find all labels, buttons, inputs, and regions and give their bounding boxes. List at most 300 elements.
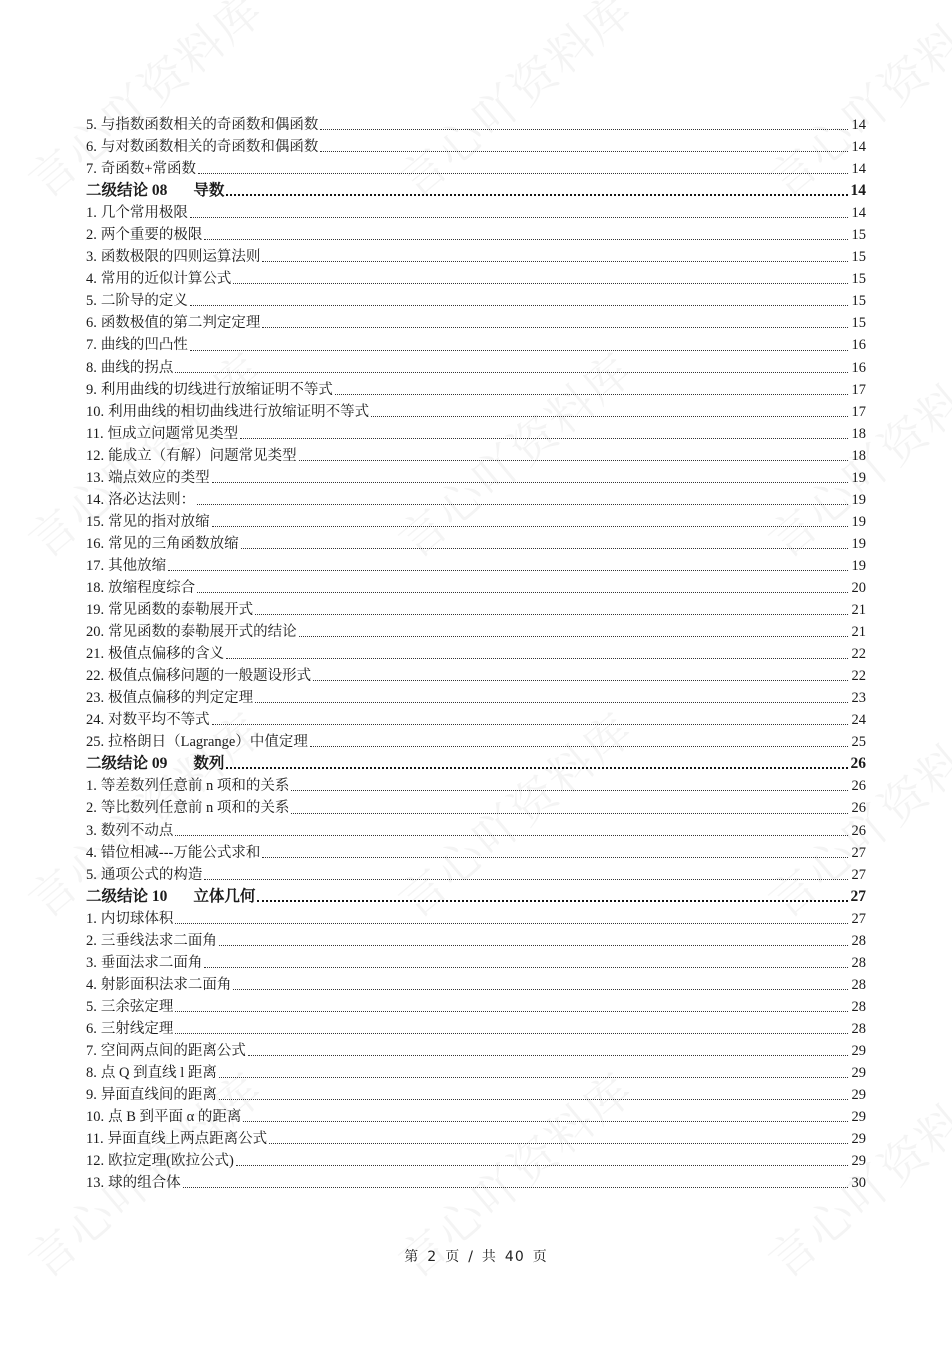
toc-entry-number: 17.	[86, 557, 105, 574]
toc-entry[interactable]	[86, 334, 866, 356]
dot-leader	[204, 238, 848, 240]
toc-entry[interactable]	[86, 268, 866, 290]
toc-entry-number: 3.	[86, 954, 97, 971]
toc-entry-page-number: 27	[851, 866, 866, 883]
toc-entry-label	[86, 1128, 267, 1150]
dot-leader	[212, 481, 848, 483]
toc-entry-number: 7.	[86, 161, 97, 178]
toc-entry-label	[86, 1040, 246, 1062]
table-of-contents	[86, 114, 866, 1194]
toc-entry-label	[86, 202, 188, 224]
toc-entry-page-number: 20	[851, 579, 866, 596]
toc-entry-page-number: 16	[851, 359, 866, 376]
toc-entry-title: 几个常用极限	[100, 205, 188, 222]
toc-entry-page-number: 26	[850, 755, 866, 773]
toc-entry-number: 6.	[86, 315, 97, 332]
toc-entry-title: 与指数函数相关的奇函数和偶函数	[100, 117, 319, 133]
toc-entry-label	[86, 996, 173, 1018]
toc-entry-page-number: 26	[851, 778, 866, 795]
toc-entry-page-number: 14	[851, 117, 866, 133]
toc-entry-page-number: 17	[851, 403, 866, 420]
toc-entry[interactable]	[86, 1062, 866, 1084]
footer-total-prefix: 共	[481, 1249, 497, 1265]
toc-entry[interactable]	[86, 423, 866, 445]
toc-entry-label	[86, 599, 253, 621]
toc-entry-number: 25.	[86, 734, 105, 751]
toc-entry-title: 常见的三角函数放缩	[108, 535, 239, 552]
toc-entry-page-number: 27	[851, 844, 866, 861]
toc-entry-title: 函数极值的第二判定定理	[100, 315, 261, 332]
toc-entry-page-number: 27	[851, 910, 866, 927]
toc-entry-number: 2.	[86, 932, 97, 949]
toc-entry-number: 二级结论 08	[86, 182, 168, 200]
toc-entry[interactable]	[86, 665, 866, 687]
toc-entry-title: 等比数列任意前 n 项和的关系	[100, 800, 290, 817]
toc-entry-label	[86, 555, 166, 577]
toc-entry-page-number: 28	[851, 998, 866, 1015]
dot-leader	[175, 922, 848, 924]
toc-entry-title: 恒成立问题常见类型	[107, 425, 239, 442]
toc-entry-title: 立体几何	[193, 887, 256, 905]
toc-entry-title: 三垂线法求二面角	[100, 932, 217, 949]
toc-entry-title: 曲线的凹凸性	[100, 337, 188, 354]
toc-entry-page-number: 29	[851, 1065, 866, 1082]
toc-entry[interactable]	[86, 357, 866, 379]
toc-entry-number: 1.	[86, 910, 97, 927]
toc-entry[interactable]	[86, 136, 866, 158]
toc-entry-title: 三余弦定理	[100, 998, 174, 1015]
toc-entry-title: 能成立（有解）问题常见类型	[108, 447, 297, 464]
toc-entry-label	[86, 224, 202, 246]
toc-entry[interactable]	[86, 467, 866, 489]
toc-entry-label	[86, 577, 195, 599]
toc-entry-page-number: 26	[851, 822, 866, 839]
dot-leader	[269, 1142, 848, 1144]
toc-entry[interactable]	[86, 599, 866, 621]
toc-entry[interactable]	[86, 864, 866, 886]
footer-suffix: 页	[532, 1249, 548, 1265]
toc-entry[interactable]	[86, 401, 866, 423]
toc-entry-title: 曲线的拐点	[100, 359, 174, 376]
toc-entry-number: 4.	[86, 976, 97, 993]
toc-entry-number: 3.	[86, 249, 97, 266]
toc-entry-number: 11.	[86, 425, 104, 442]
toc-entry-label	[86, 930, 217, 952]
page-footer	[0, 1246, 952, 1266]
toc-entry-number: 二级结论 09	[86, 755, 168, 773]
toc-entry-page-number: 14	[851, 139, 866, 156]
toc-entry[interactable]	[86, 555, 866, 577]
toc-entry-title: 其他放缩	[108, 557, 167, 574]
toc-entry-number: 9.	[86, 381, 97, 398]
toc-entry-label	[86, 709, 210, 731]
toc-entry-label	[86, 180, 224, 202]
toc-entry-page-number: 15	[851, 249, 866, 266]
dot-leader	[190, 304, 848, 306]
toc-entry-label	[86, 1172, 181, 1194]
dot-leader	[291, 789, 848, 791]
dot-leader	[226, 766, 848, 769]
footer-separator: /	[468, 1249, 474, 1265]
toc-entry-page-number: 15	[851, 315, 866, 332]
toc-entry-label	[86, 621, 297, 643]
dot-leader	[226, 193, 848, 196]
toc-entry-label	[86, 908, 173, 930]
toc-entry[interactable]	[86, 290, 866, 312]
toc-entry[interactable]	[86, 820, 866, 842]
toc-entry-title: 极值点偏移问题的一般题设形式	[108, 668, 312, 685]
toc-entry-label	[86, 334, 188, 356]
dot-leader	[175, 1032, 848, 1034]
dot-leader	[299, 635, 848, 637]
toc-entry-title: 利用曲线的切线进行放缩证明不等式	[100, 381, 333, 398]
toc-entry-title: 与对数函数相关的奇函数和偶函数	[100, 139, 319, 156]
toc-entry-title: 欧拉定理(欧拉公式)	[108, 1153, 234, 1170]
toc-entry-label	[86, 401, 369, 423]
toc-entry-title: 异面直线间的距离	[100, 1087, 217, 1104]
footer-total-pages: 40	[504, 1249, 525, 1265]
toc-entry-number: 13.	[86, 1175, 105, 1192]
toc-entry-number: 6.	[86, 139, 97, 156]
toc-entry-page-number: 15	[851, 227, 866, 244]
toc-entry[interactable]	[86, 1150, 866, 1172]
toc-entry-page-number: 29	[851, 1153, 866, 1170]
toc-entry-number: 21.	[86, 646, 105, 663]
toc-entry-label	[86, 423, 238, 445]
toc-entry-number: 4.	[86, 844, 97, 861]
toc-entry-page-number: 26	[851, 800, 866, 817]
dot-leader	[262, 260, 848, 262]
toc-entry-label	[86, 379, 333, 401]
toc-entry-number: 15.	[86, 513, 105, 530]
toc-entry-label	[86, 753, 224, 775]
toc-entry[interactable]	[86, 445, 866, 467]
toc-entry-label	[86, 886, 255, 908]
toc-entry-page-number: 22	[851, 646, 866, 663]
dot-leader	[219, 1098, 848, 1100]
toc-entry[interactable]	[86, 775, 866, 797]
toc-entry-title: 常见函数的泰勒展开式	[108, 602, 254, 619]
toc-entry-label	[86, 445, 297, 467]
toc-entry-page-number: 19	[851, 535, 866, 552]
toc-entry-number: 5.	[86, 998, 97, 1015]
dot-leader	[248, 1054, 848, 1056]
toc-entry-page-number: 16	[851, 337, 866, 354]
toc-entry[interactable]	[86, 533, 866, 555]
toc-entry-title: 射影面积法求二面角	[100, 976, 232, 993]
toc-entry-page-number: 29	[851, 1109, 866, 1126]
dot-leader	[175, 834, 848, 836]
toc-entry-label	[86, 643, 224, 665]
dot-leader	[257, 899, 848, 902]
toc-entry-title: 两个重要的极限	[100, 227, 203, 244]
dot-leader	[212, 525, 848, 527]
toc-entry-number: 14.	[86, 491, 105, 508]
toc-entry-title: 常见函数的泰勒展开式的结论	[108, 624, 297, 641]
toc-entry[interactable]	[86, 687, 866, 709]
toc-entry-number: 3.	[86, 822, 97, 839]
toc-entry[interactable]	[86, 643, 866, 665]
toc-entry[interactable]	[86, 1172, 866, 1194]
toc-entry-number: 7.	[86, 1042, 97, 1059]
toc-entry[interactable]	[86, 709, 866, 731]
toc-entry-number: 19.	[86, 602, 105, 619]
toc-entry-page-number: 25	[851, 734, 866, 751]
toc-entry-label	[86, 974, 231, 996]
toc-entry-page-number: 29	[851, 1131, 866, 1148]
toc-entry-title: 点 B 到平面 α 的距离	[108, 1109, 242, 1126]
dot-leader	[299, 459, 848, 461]
toc-entry[interactable]	[86, 621, 866, 643]
toc-entry-number: 5.	[86, 866, 97, 883]
toc-entry-page-number: 19	[851, 513, 866, 530]
toc-entry-title: 数列	[193, 755, 225, 773]
toc-entry-number: 13.	[86, 469, 105, 486]
toc-entry-label	[86, 731, 308, 753]
toc-entry-label	[86, 820, 173, 842]
toc-entry-page-number: 29	[851, 1087, 866, 1104]
toc-entry[interactable]	[86, 996, 866, 1018]
toc-entry-page-number: 22	[851, 668, 866, 685]
toc-entry-title: 球的组合体	[108, 1175, 181, 1192]
footer-prefix: 第	[404, 1249, 420, 1265]
toc-entry-number: 4.	[86, 271, 97, 288]
toc-entry-page-number: 28	[851, 932, 866, 949]
toc-entry-title: 内切球体积	[100, 910, 174, 927]
toc-entry[interactable]	[86, 158, 866, 180]
toc-entry-label	[86, 1084, 217, 1106]
toc-entry-label	[86, 268, 231, 290]
dot-leader	[197, 591, 848, 593]
toc-entry[interactable]	[86, 731, 866, 753]
toc-entry[interactable]	[86, 908, 866, 930]
toc-entry-title: 利用曲线的相切曲线进行放缩证明不等式	[108, 403, 370, 420]
toc-entry-number: 8.	[86, 1065, 97, 1082]
dot-leader	[219, 944, 848, 946]
toc-entry-title: 异面直线上两点距离公式	[107, 1131, 268, 1148]
toc-entry[interactable]	[86, 974, 866, 996]
toc-entry-title: 拉格朗日（Lagrange）中值定理	[108, 734, 308, 751]
toc-entry[interactable]	[86, 114, 866, 136]
toc-entry[interactable]	[86, 930, 866, 952]
toc-section-heading[interactable]	[86, 180, 866, 202]
toc-entry-number: 10.	[86, 1109, 105, 1126]
toc-entry-label	[86, 797, 289, 819]
toc-entry-label	[86, 357, 173, 379]
dot-leader	[204, 878, 848, 880]
toc-entry-page-number: 29	[851, 1042, 866, 1059]
dot-leader	[320, 128, 848, 130]
toc-entry-number: 1.	[86, 205, 97, 222]
toc-entry-title: 数列不动点	[100, 822, 174, 839]
toc-entry[interactable]	[86, 246, 866, 268]
toc-entry-label	[86, 775, 289, 797]
dot-leader	[204, 966, 848, 968]
dot-leader	[313, 679, 848, 681]
dot-leader	[219, 1076, 848, 1078]
toc-entry[interactable]	[86, 511, 866, 533]
dot-leader	[190, 216, 848, 218]
toc-entry-number: 24.	[86, 712, 105, 729]
toc-entry-page-number: 14	[851, 205, 866, 222]
toc-entry-label	[86, 114, 318, 136]
toc-entry-label	[86, 533, 239, 555]
toc-entry[interactable]	[86, 489, 866, 511]
toc-entry-number: 10.	[86, 403, 105, 420]
dot-leader	[243, 1120, 848, 1122]
footer-page-char: 页	[445, 1249, 461, 1265]
dot-leader	[197, 503, 848, 505]
dot-leader	[233, 282, 848, 284]
toc-entry-label	[86, 511, 210, 533]
toc-entry-label	[86, 687, 253, 709]
toc-section-heading[interactable]	[86, 886, 866, 908]
toc-entry-label	[86, 136, 318, 158]
toc-entry-label	[86, 842, 260, 864]
toc-entry[interactable]	[86, 1084, 866, 1106]
dot-leader	[255, 613, 848, 615]
toc-entry-number: 5.	[86, 117, 97, 133]
dot-leader	[371, 415, 848, 417]
toc-entry[interactable]	[86, 379, 866, 401]
toc-entry-label	[86, 864, 202, 886]
toc-entry-label	[86, 1018, 173, 1040]
dot-leader	[190, 349, 848, 351]
toc-entry-page-number: 18	[851, 425, 866, 442]
toc-entry-page-number: 19	[851, 491, 866, 508]
toc-entry-page-number: 30	[851, 1175, 866, 1192]
dot-leader	[212, 723, 848, 725]
toc-entry-page-number: 21	[851, 602, 866, 619]
dot-leader	[226, 657, 848, 659]
toc-entry-number: 7.	[86, 337, 97, 354]
toc-entry-number: 12.	[86, 447, 105, 464]
toc-entry-label	[86, 1062, 217, 1084]
toc-entry-title: 常见的指对放缩	[108, 513, 210, 530]
dot-leader	[241, 547, 848, 549]
toc-entry-page-number: 15	[851, 293, 866, 310]
toc-entry-title: 洛必达法则：	[108, 491, 196, 508]
toc-entry-number: 8.	[86, 359, 97, 376]
toc-entry-page-number: 23	[851, 690, 866, 707]
toc-entry[interactable]	[86, 1018, 866, 1040]
toc-entry-title: 点 Q 到直线 l 距离	[100, 1065, 217, 1082]
dot-leader	[175, 371, 848, 373]
toc-entry-page-number: 14	[850, 182, 866, 200]
dot-leader	[262, 326, 848, 328]
dot-leader	[175, 1010, 848, 1012]
toc-entry-page-number: 17	[851, 381, 866, 398]
toc-entry[interactable]	[86, 952, 866, 974]
toc-entry[interactable]	[86, 797, 866, 819]
dot-leader	[291, 812, 848, 814]
dot-leader	[240, 437, 848, 439]
toc-entry-label	[86, 665, 311, 687]
toc-entry-number: 二级结论 10	[86, 887, 168, 905]
toc-entry-page-number: 19	[851, 469, 866, 486]
toc-entry-title: 放缩程度综合	[108, 579, 196, 596]
toc-entry[interactable]	[86, 577, 866, 599]
toc-entry-label	[86, 952, 202, 974]
toc-entry-page-number: 28	[851, 954, 866, 971]
dot-leader	[233, 988, 848, 990]
toc-entry-label	[86, 290, 188, 312]
dot-leader	[310, 745, 848, 747]
dot-leader	[320, 150, 848, 152]
toc-entry-label	[86, 1106, 241, 1128]
toc-entry-page-number: 21	[851, 624, 866, 641]
toc-entry[interactable]	[86, 202, 866, 224]
dot-leader	[183, 1186, 848, 1188]
toc-entry-number: 2.	[86, 227, 97, 244]
dot-leader	[255, 701, 848, 703]
toc-entry-title: 空间两点间的距离公式	[100, 1042, 246, 1059]
toc-entry-number: 1.	[86, 778, 97, 795]
dot-leader	[168, 569, 848, 571]
toc-entry-title: 二阶导的定义	[100, 293, 188, 310]
toc-entry-number: 5.	[86, 293, 97, 310]
toc-entry-label	[86, 467, 210, 489]
toc-entry-page-number: 27	[850, 887, 866, 905]
toc-entry-title: 通项公式的构造	[100, 866, 203, 883]
toc-entry-title: 垂面法求二面角	[100, 954, 203, 971]
toc-entry-title: 等差数列任意前 n 项和的关系	[100, 778, 290, 795]
toc-entry-number: 16.	[86, 535, 105, 552]
toc-entry[interactable]	[86, 1128, 866, 1150]
toc-entry[interactable]	[86, 312, 866, 334]
toc-entry[interactable]	[86, 224, 866, 246]
dot-leader	[262, 856, 848, 858]
toc-entry-number: 9.	[86, 1087, 97, 1104]
toc-entry-title: 极值点偏移的判定定理	[108, 690, 254, 707]
toc-entry-number: 11.	[86, 1131, 104, 1148]
toc-entry-label	[86, 312, 260, 334]
toc-entry-number: 18.	[86, 579, 105, 596]
toc-entry-title: 错位相减---万能公式求和	[100, 844, 261, 861]
toc-entry-title: 导数	[193, 182, 225, 200]
toc-entry-page-number: 15	[851, 271, 866, 288]
toc-entry-page-number: 28	[851, 1020, 866, 1037]
toc-entry-page-number: 19	[851, 557, 866, 574]
toc-entry-title: 三射线定理	[100, 1020, 174, 1037]
toc-entry-label	[86, 489, 195, 511]
dot-leader	[236, 1164, 848, 1166]
toc-entry-number: 6.	[86, 1020, 97, 1037]
toc-entry-label	[86, 158, 196, 180]
toc-entry-page-number: 24	[851, 712, 866, 729]
toc-entry-page-number: 28	[851, 976, 866, 993]
toc-entry-page-number: 14	[851, 161, 866, 178]
dot-leader	[335, 393, 848, 395]
toc-entry-title: 对数平均不等式	[108, 712, 210, 729]
toc-entry-title: 函数极限的四则运算法则	[100, 249, 261, 266]
toc-section-heading[interactable]	[86, 753, 866, 775]
dot-leader	[198, 172, 848, 174]
toc-entry[interactable]	[86, 1106, 866, 1128]
toc-entry-page-number: 18	[851, 447, 866, 464]
toc-entry-number: 12.	[86, 1153, 105, 1170]
toc-entry-number: 22.	[86, 668, 105, 685]
toc-entry-title: 端点效应的类型	[108, 469, 210, 486]
toc-entry-title: 常用的近似计算公式	[100, 271, 232, 288]
toc-entry-title: 极值点偏移的含义	[108, 646, 225, 663]
toc-entry[interactable]	[86, 842, 866, 864]
toc-entry[interactable]	[86, 1040, 866, 1062]
toc-entry-number: 2.	[86, 800, 97, 817]
toc-entry-label	[86, 246, 260, 268]
footer-current-page: 2	[427, 1249, 438, 1265]
toc-entry-label	[86, 1150, 234, 1172]
